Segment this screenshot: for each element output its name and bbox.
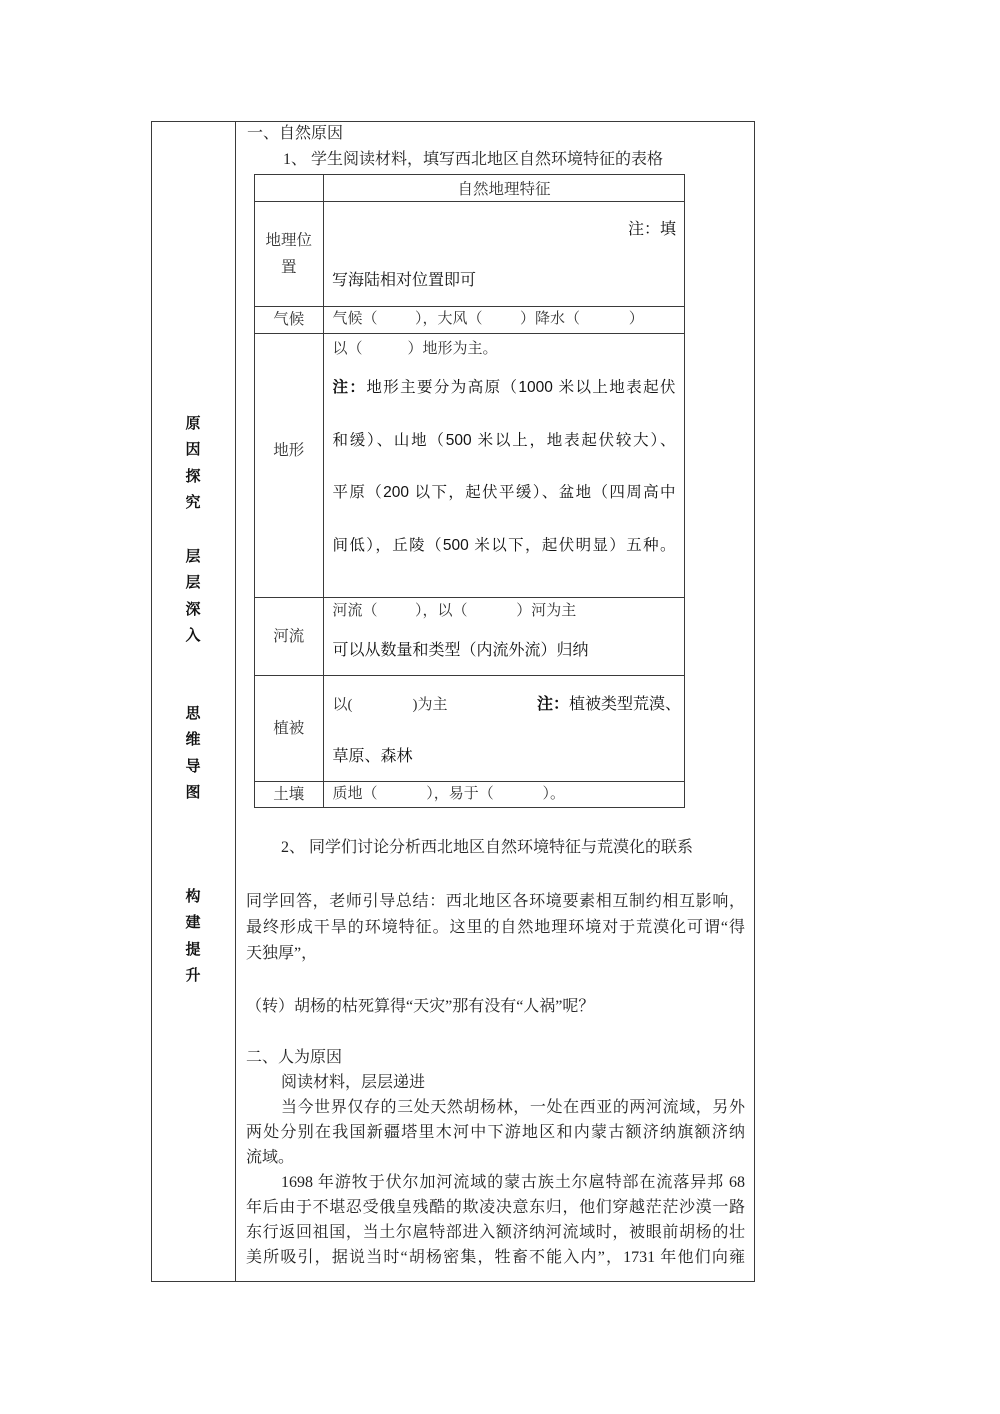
vegetation-note <box>537 694 681 716</box>
natural-features-table <box>254 174 685 808</box>
table-row-climate <box>255 306 684 333</box>
row-label-river: 河流 <box>273 627 305 645</box>
paragraph2-line: 1698 年游牧于伏尔加河流域的蒙古族土尔扈特部在流落异邦 68 <box>281 1174 745 1191</box>
table-row-river <box>255 597 684 675</box>
note-text: 填 <box>659 220 676 238</box>
section2-heading: 二、人为原因 <box>246 1049 343 1066</box>
section1-item1: 1、 学生阅读材料，填写西北地区自然环境特征的表格 <box>283 151 664 168</box>
section2-subheading: 阅读材料，层层递进 <box>281 1074 426 1091</box>
river-note: 可以从数量和类型（内流外流）归纳 <box>332 641 589 659</box>
note-prefix: 注： <box>537 695 570 713</box>
landform-note-line: 平原（200 以下，起伏平缓）、盆地（四周高中 <box>332 483 676 501</box>
row-content-soil <box>324 782 684 808</box>
row-label-cell <box>255 334 323 597</box>
landform-fill-blank: 以（ ）地形为主。 <box>332 340 498 357</box>
landform-note-line <box>333 377 676 399</box>
header-label-cell <box>255 175 323 201</box>
column-divider <box>235 121 237 1282</box>
note-text: 地形主要分为高原（1000 米以上地表起伏 <box>366 378 676 396</box>
note-prefix: 注： <box>332 378 367 396</box>
row-content-river <box>324 598 684 675</box>
paragraph1-line: 流域。 <box>246 1149 295 1166</box>
stage-label-layer-deepening: 层层深入 <box>185 549 201 645</box>
paragraph1-line: 当今世界仅存的三处天然胡杨林，一处在西亚的两河流域，另外 <box>281 1099 745 1116</box>
row-content-vegetation <box>324 676 684 781</box>
summary-line: 同学回答，老师引导总结：西北地区各环境要素相互制约相互影响， <box>246 893 745 910</box>
row-label-cell <box>255 202 323 306</box>
vegetation-fill-blank: 以( )为主 <box>332 696 448 713</box>
location-note-continuation: 写海陆相对位置即可 <box>332 271 477 289</box>
table-header-row <box>255 175 684 201</box>
landform-note-line: 间低），丘陵（500 米以下，起伏明显）五种。 <box>332 536 676 554</box>
vegetation-note-continuation: 草原、森林 <box>332 747 413 765</box>
row-label-cell <box>255 676 323 781</box>
row-content-landform <box>324 334 684 597</box>
note-text: 植被类型荒漠、 <box>569 695 682 713</box>
row-content-location <box>324 202 684 306</box>
location-note <box>628 219 676 241</box>
row-label-location: 地理位置 <box>265 231 312 276</box>
row-label-cell <box>255 307 323 333</box>
header-title: 自然地理特征 <box>457 180 551 198</box>
summary-line: 最终形成干旱的环境特征。这里的自然地理环境对于荒漠化可谓“得 <box>246 919 745 936</box>
landform-note-line: 和缓）、山地（500 米以上，地表起伏较大）、 <box>332 431 676 449</box>
paragraph2-line: 东行返回祖国，当土尔扈特部进入额济纳河流域时，被眼前胡杨的壮 <box>246 1224 745 1241</box>
climate-fill-blank: 气候（ ），大风（ ）降水（ ） <box>332 311 644 327</box>
row-label-vegetation: 植被 <box>273 719 305 737</box>
row-content-climate <box>324 307 684 333</box>
table-row-landform <box>255 333 684 597</box>
stage-label-mind-map: 思维导图 <box>185 706 201 802</box>
note-prefix: 注： <box>627 220 660 238</box>
row-label-soil: 土壤 <box>273 786 305 803</box>
row-label-cell <box>255 782 323 808</box>
row-label-cell <box>255 598 323 675</box>
paragraph2-line: 美所吸引，据说当时“胡杨密集，牲畜不能入内”，1731 年他们向雍 <box>246 1249 745 1266</box>
soil-fill-blank: 质地（ ），易于（ ）。 <box>332 786 566 802</box>
row-label-landform: 地形 <box>273 441 305 459</box>
table-row-soil <box>255 781 684 808</box>
paragraph2-line: 年后由于不堪忍受俄皇残酷的欺凌决意东归，他们穿越茫茫沙漠一路 <box>246 1199 745 1216</box>
table-row-vegetation <box>255 675 684 781</box>
table-row-location <box>255 201 684 306</box>
section1-heading: 一、自然原因 <box>247 125 344 142</box>
paragraph1-line: 两处分别在我国新疆塔里木河中下游地区和内蒙古额济纳旗额济纳 <box>246 1124 745 1141</box>
section1-item2: 2、 同学们讨论分析西北地区自然环境特征与荒漠化的联系 <box>281 839 694 856</box>
stage-label-cause-inquiry: 原因探究 <box>185 416 201 512</box>
summary-line: 天独厚”， <box>246 945 318 962</box>
transition-question: （转）胡杨的枯死算得“天灾”那有没有“人祸”呢？ <box>246 998 595 1015</box>
row-label-climate: 气候 <box>273 311 305 328</box>
stage-label-build-up: 构建提升 <box>185 889 201 985</box>
river-fill-blank: 河流（ ），以（ ）河为主 <box>332 602 577 619</box>
